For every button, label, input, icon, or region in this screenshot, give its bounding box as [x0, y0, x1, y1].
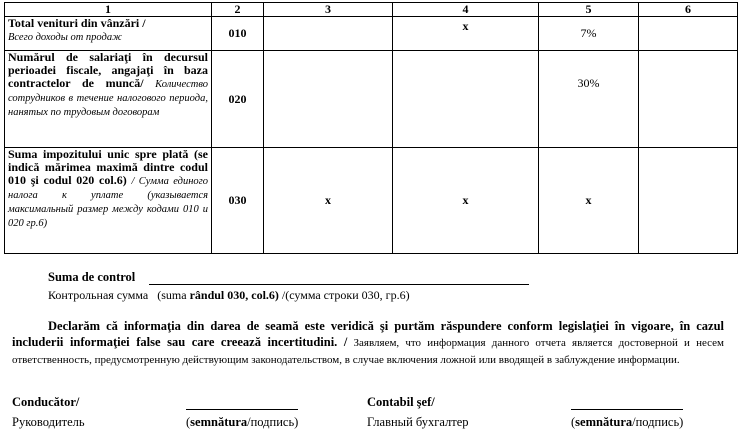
accountant-title-ru: Главный бухгалтер	[367, 415, 469, 429]
row-code: 010	[212, 17, 264, 51]
row-code: 020	[212, 51, 264, 148]
cell-col3: x	[264, 148, 393, 254]
declaration-ru: Заявляем, что информация данного отчета является достоверной и несем ответственность, предусмотренную действующим законодательством, в случае включения ложной или вводящей в заблуждение информации.	[12, 337, 724, 366]
row-label-ro: Total venituri din vânzări /	[8, 16, 146, 30]
row-label-ro: Suma impozitului unic spre plată (se indică mărimea maximă dintre codul 010 şi codul 020 col.6)	[8, 147, 208, 187]
row-label-ru: Всего доходы от продаж	[8, 32, 122, 43]
control-sum-ru: Контрольная сумма	[48, 288, 149, 302]
header-cell: 1	[5, 3, 212, 17]
accountant-signature-line[interactable]	[571, 409, 683, 410]
director-title: Conducător/	[12, 395, 80, 409]
accountant-signature-caption: (semnătura/подпись)	[571, 415, 684, 429]
control-sum-bold: rândul 030, col.6)	[189, 288, 279, 302]
declaration	[12, 318, 724, 368]
cell-col4	[393, 51, 539, 148]
cell-col3	[264, 17, 393, 51]
control-sum-open: (suma	[157, 288, 190, 302]
cell-col6	[639, 148, 738, 254]
cell-col6	[639, 51, 738, 148]
header-cell: 6	[639, 3, 738, 17]
row-label-ro: Numărul de salariaţi în decursul perioadei fiscale, angajaţi în baza contractelor de muncă/	[8, 50, 208, 90]
row-description	[5, 17, 212, 51]
table-row	[5, 51, 738, 148]
director-title-ru: Руководитель	[12, 415, 85, 429]
director-signature-line[interactable]	[186, 409, 298, 410]
tax-table	[4, 2, 738, 254]
cell-col5: 7%	[539, 17, 639, 51]
row-label-ru: / Сумма единого налога к уплате (указывается максимальный размер между кодами 010 и 020 гр.6)	[8, 176, 208, 229]
header-cell: 5	[539, 3, 639, 17]
table-row	[5, 17, 738, 51]
cell-col4: x	[393, 148, 539, 254]
row-code: 030	[212, 148, 264, 254]
row-description	[5, 148, 212, 254]
control-sum-subtitle	[48, 288, 410, 303]
control-sum-field[interactable]	[149, 284, 529, 285]
cell-col3	[264, 51, 393, 148]
row-description	[5, 51, 212, 148]
header-cell: 3	[264, 3, 393, 17]
control-sum-rest: /(сумма строки 030, гр.6)	[278, 288, 410, 302]
table-header-row	[5, 3, 738, 17]
header-cell: 2	[212, 3, 264, 17]
control-sum-title: Suma de control	[48, 270, 136, 284]
cell-col5: x	[539, 148, 639, 254]
cell-col4: x	[393, 17, 539, 51]
cell-col6	[639, 17, 738, 51]
director-signature-caption: (semnătura/подпись)	[186, 415, 299, 429]
row-label-ru: Количество сотрудников в течение налогового периода, нанятых по трудовым договорам	[8, 79, 208, 118]
declaration-ro: Declarăm că informaţia din darea de seamă este veridică şi purtăm răspundere conform legislaţiei în vigoare, în cazul includerii informaţiei false sau care creează incertitudini. /	[12, 319, 724, 349]
table-row	[5, 148, 738, 254]
accountant-title: Contabil şef/	[367, 395, 435, 409]
header-cell: 4	[393, 3, 539, 17]
cell-col5: 30%	[539, 51, 639, 148]
